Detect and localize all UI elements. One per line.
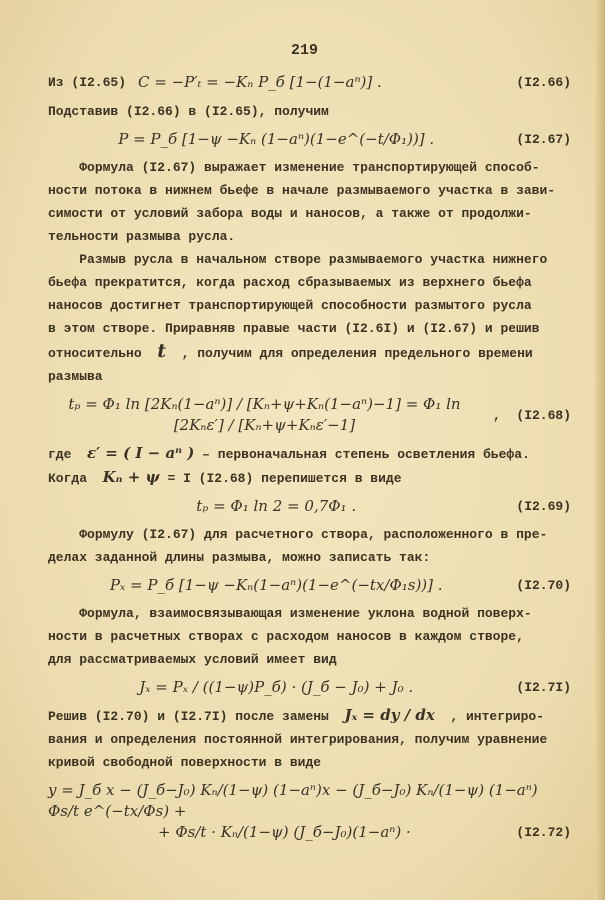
para2-line: наносов достигнет транспортирующей способности размытого русла — [48, 298, 532, 313]
eq-12-72-label: (I2.72) — [516, 825, 571, 840]
eq-12-66-label: (I2.66) — [516, 75, 571, 90]
eq-12-70 — [48, 575, 571, 596]
paragraph-1 — [48, 156, 571, 248]
para5-text: Решив (I2.70) и (I2.7I) после замены — [48, 709, 329, 724]
eq-12-69-label: (I2.69) — [516, 499, 571, 514]
para1-line: симости от условий забора воды и наносов, а также от продолжи- — [48, 206, 532, 221]
para2-line: бьефа прекратится, когда расход сбразываемых из верхнего бьефа — [48, 275, 532, 290]
eq-12-72-line2: + Φs/t · Kₙ/(1−ψ) (J_б−J₀)(1−aⁿ) · — [158, 823, 411, 841]
eq-12-69-formula: tₚ = Φ₁ ln 2 = 0,7Φ₁ . — [196, 497, 357, 515]
eq-12-71-label: (I2.7I) — [516, 680, 571, 695]
eq-12-72-line1: y = J_б x − (J_б−J₀) Kₙ/(1−ψ) (1−aⁿ)x − (J_б−J₀) Kₙ/(1−ψ) (1−aⁿ) Φs/t e^(−tx/Φs) + — [48, 781, 538, 820]
para5-expr: Jₓ = dy / dx — [344, 706, 435, 724]
para3-line: делах заданной длины размыва, можно записать так: — [48, 550, 431, 565]
eq-12-68-formula: tₚ = Φ₁ ln [2Kₙ(1−aⁿ)] / [Kₙ+ψ+Kₙ(1−aⁿ)−1] = Φ₁ ln [2Kₙε′] / [Kₙ+ψ+Kₙε′−1] — [68, 395, 461, 434]
para5-line: кривой свободной поверхности в виде — [48, 755, 322, 770]
para5-text: , интегриро- — [450, 709, 545, 724]
para2-text: относительно — [48, 346, 142, 361]
para4-line: ности в расчетных створах с расходом наносов в каждом створе, — [48, 629, 524, 644]
eq-12-67-label: (I2.67) — [516, 132, 571, 147]
where-line — [48, 442, 571, 466]
para2-line: размыва — [48, 369, 103, 384]
para1-line: Формула (I2.67) выражает изменение транспортирующей способ- — [48, 160, 540, 175]
para1-line: ности потока в нижнем бьефе в начале размываемого участка в зави- — [48, 183, 556, 198]
page-number: 219 — [290, 42, 318, 59]
paragraph-2 — [48, 248, 571, 388]
where-expr: ε′ = ( I − aⁿ ) — [87, 444, 195, 462]
eq-12-68 — [48, 394, 571, 436]
para3-line: Формулу (I2.67) для расчетного створа, расположенного в пре- — [48, 527, 548, 542]
para2-line: в этом створе. Приравняв правые части (I2.6I) и (I2.67) и решив — [48, 321, 540, 336]
eq-12-66 — [48, 71, 571, 94]
eq-12-70-label: (I2.70) — [516, 578, 571, 593]
para2-text: , получим для определения предельного времени — [181, 346, 533, 361]
subst-line: Подставив (I2.66) в (I2.65), получим — [48, 104, 329, 119]
when-prefix: Когда — [48, 471, 88, 486]
para2-line: Размыв русла в начальном створе размываемого участка нижнего — [48, 252, 548, 267]
eq-12-69 — [48, 496, 571, 517]
paragraph-3 — [48, 523, 571, 569]
para5-line: вания и определения постоянной интегрирования, получим уравнение — [48, 732, 548, 747]
eq-12-72-row2 — [48, 822, 571, 843]
where-prefix: где — [48, 447, 72, 462]
where-text: – первоначальная степень осветления бьефа. — [194, 447, 530, 462]
paragraph-4 — [48, 602, 571, 671]
when-text: = I (I2.68) перепишется в виде — [159, 471, 402, 486]
para5-line-1 — [48, 704, 571, 728]
para2-line-with-t — [48, 340, 571, 365]
para4-line: для рассматриваемых условий имеет вид — [48, 652, 337, 667]
eq-12-70-formula: Pₓ = P_б [1−ψ −Kₙ(1−aⁿ)(1−e^(−tx/Φ₁s))] . — [109, 576, 443, 594]
var-t: t — [157, 340, 167, 362]
eq-12-67-formula: P = P_б [1−ψ −Kₙ (1−aⁿ)(1−e^(−t/Φ₁))] . — [118, 130, 435, 148]
eq-12-67 — [48, 129, 571, 150]
para1-line: тельности размыва русла. — [48, 229, 236, 244]
page-edge — [595, 0, 605, 900]
when-line — [48, 466, 571, 490]
paragraph-5 — [48, 704, 571, 774]
eq-12-66-formula: C = −P′ₜ = −Kₙ P_б [1−(1−aⁿ)] . — [138, 73, 382, 91]
eq-12-68-label: , (I2.68) — [492, 407, 571, 423]
para4-line: Формула, взаимосвязывающая изменение уклона водной поверх- — [48, 606, 532, 621]
when-expr: Kₙ + ψ — [102, 468, 160, 486]
eq-12-71 — [48, 677, 571, 698]
eq-12-72 — [48, 780, 571, 843]
eq-12-66-intro: Из (I2.65) — [48, 75, 127, 90]
eq-12-71-formula: Jₓ = Pₓ / ((1−ψ)P_б) · (J_б − J₀) + J₀ . — [139, 678, 414, 696]
